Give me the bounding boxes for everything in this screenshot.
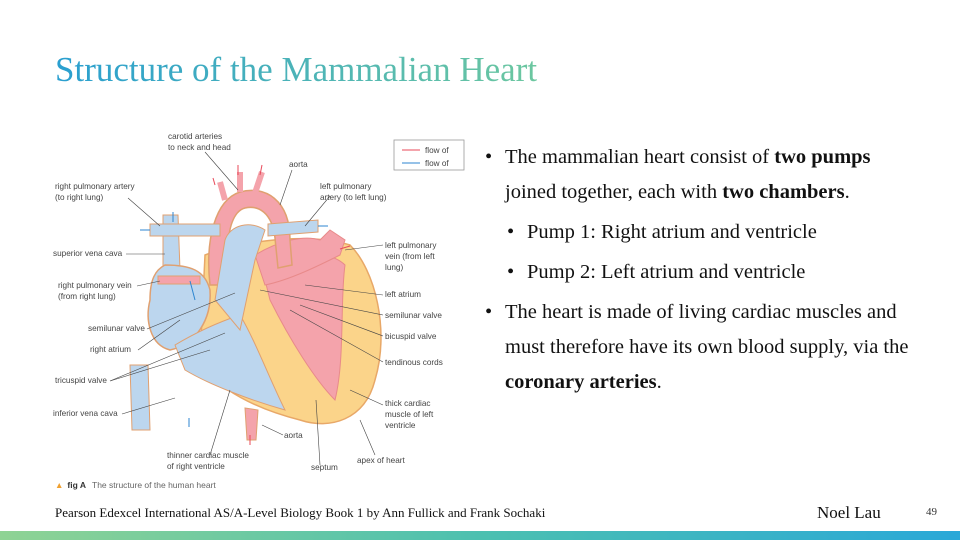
sub-bullet-pump-1: • Pump 1: Right atrium and ventricle (485, 215, 915, 250)
label-left-pulmonary-vein: left pulmonary vein (from left lung) (385, 241, 437, 272)
bullet-list (485, 140, 915, 400)
right-pulmonary-artery (150, 224, 220, 236)
legend-label-deoxygenated: flow of (425, 159, 449, 168)
sub-bullet-pump-2: • Pump 2: Left atrium and ventricle (485, 255, 915, 290)
label-tendinous-cords: tendinous cords (385, 358, 443, 367)
figure-caption (55, 480, 216, 490)
label-semilunar-valve-right: semilunar valve (88, 324, 145, 333)
label-left-pulmonary-artery: left pulmonary artery (to left lung) (320, 182, 387, 202)
label-apex: apex of heart (357, 456, 405, 465)
page-number: 49 (926, 506, 937, 518)
label-carotid: carotid arteries to neck and head (168, 132, 231, 152)
figure-number: fig A (67, 480, 86, 490)
inferior-vena-cava (130, 365, 150, 430)
gradient-bar (0, 531, 960, 540)
label-tricuspid-valve: tricuspid valve (55, 376, 107, 385)
label-aorta-top: aorta (289, 160, 308, 169)
label-right-atrium: right atrium (90, 345, 131, 354)
author-name: Noel Lau (817, 503, 881, 522)
bullet-blood-supply: • The heart is made of living cardiac muscles and must therefore have its own blood supply, via the coronary arteries. (485, 295, 915, 400)
bullet-two-pumps: • The mammalian heart consist of two pumps joined together, each with two chambers. (485, 140, 915, 210)
footer-source: Pearson Edexcel International AS/A-Level Biology Book 1 by Ann Fullick and Frank Sochaki (55, 505, 546, 520)
label-right-pulmonary-vein: right pulmonary vein (from right lung) (58, 281, 132, 301)
label-right-pulmonary-artery: right pulmonary artery (to right lung) (55, 182, 135, 202)
label-superior-vena-cava: superior vena cava (53, 249, 123, 258)
label-left-atrium: left atrium (385, 290, 421, 299)
label-septum: septum (311, 463, 338, 472)
label-thinner-cardiac-muscle: thinner cardiac muscle of right ventricle (167, 451, 249, 471)
label-thick-cardiac-muscle: thick cardiac muscle of left ventricle (385, 399, 434, 430)
label-inferior-vena-cava: inferior vena cava (53, 409, 118, 418)
label-bicuspid-valve: bicuspid valve (385, 332, 437, 341)
lower-aorta (245, 408, 258, 440)
caption-text: The structure of the human heart (92, 480, 216, 490)
slide-title: Structure of the Mammalian Heart (55, 50, 538, 89)
label-aorta-bottom: aorta (284, 431, 303, 440)
pulmonary-veins (158, 276, 200, 284)
label-semilunar-valve-left: semilunar valve (385, 311, 442, 320)
legend-label-oxygenated: flow of (425, 146, 449, 155)
triangle-icon: ▲ (55, 480, 64, 490)
